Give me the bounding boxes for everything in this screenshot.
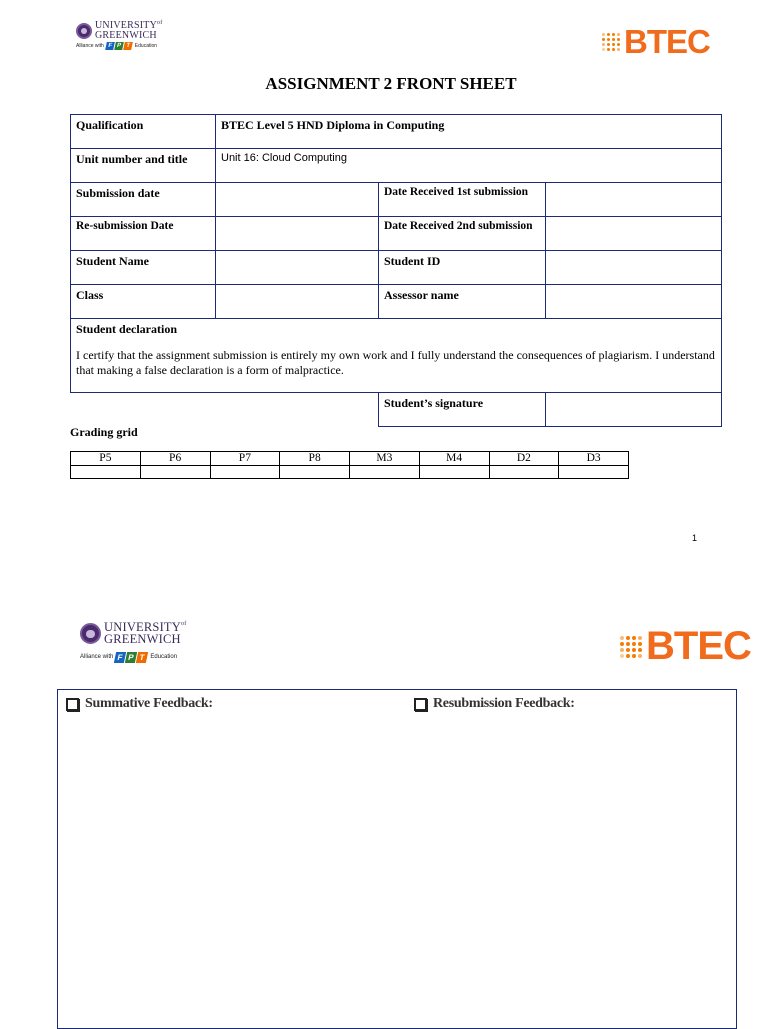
- grading-grid-label: Grading grid: [70, 425, 138, 439]
- resubmission-feedback-label: Resubmission Feedback:: [433, 696, 575, 711]
- grade-header: P6: [140, 452, 210, 466]
- university-logo-page2: [80, 622, 186, 663]
- university-name-of: of: [157, 20, 163, 26]
- grade-cell[interactable]: [559, 466, 629, 479]
- grading-header-row: [71, 452, 629, 466]
- btec-logo-text: BTEC: [624, 23, 710, 60]
- btec-dots-icon: [602, 33, 620, 51]
- resubmission-date-field[interactable]: [216, 217, 379, 251]
- btec-dots-icon: [620, 636, 642, 658]
- fpt-letter-t: T: [136, 652, 148, 663]
- assessor-label: Assessor name: [379, 285, 546, 319]
- submission-date-field[interactable]: [216, 183, 379, 217]
- grade-cell[interactable]: [419, 466, 489, 479]
- grade-header: M4: [419, 452, 489, 466]
- university-crest-icon: [76, 23, 92, 39]
- unit-label: Unit number and title: [71, 149, 216, 183]
- fpt-letter-p: P: [125, 652, 137, 663]
- student-id-field[interactable]: [546, 251, 722, 285]
- feedback-box: [57, 689, 737, 1029]
- fpt-logo: [106, 42, 133, 50]
- university-name-of: of: [181, 621, 187, 627]
- checkbox-icon[interactable]: [66, 698, 79, 711]
- university-name-line2: GREENWICH: [104, 631, 181, 646]
- assessor-field[interactable]: [546, 285, 722, 319]
- alliance-suffix: Education: [150, 654, 178, 661]
- date-received-2-label: Date Received 2nd submission: [379, 217, 546, 251]
- alliance-suffix: Education: [134, 43, 158, 49]
- grade-header: D3: [559, 452, 629, 466]
- grade-header: P7: [210, 452, 280, 466]
- page-number: 1: [692, 533, 698, 543]
- date-received-1-field[interactable]: [546, 183, 722, 217]
- qualification-label: Qualification: [71, 115, 216, 149]
- alliance-prefix: Alliance with: [80, 654, 114, 661]
- fpt-letter-p: P: [114, 42, 124, 50]
- qualification-value: BTEC Level 5 HND Diploma in Computing: [216, 115, 722, 149]
- university-name-line2: GREENWICH: [95, 29, 157, 41]
- grade-cell[interactable]: [280, 466, 350, 479]
- grade-cell[interactable]: [210, 466, 280, 479]
- university-name-line1: UNIVERSITY: [104, 620, 181, 634]
- btec-logo-text: BTEC: [646, 624, 751, 668]
- university-crest-icon: [80, 623, 101, 644]
- unit-value: Unit 16: Cloud Computing: [216, 149, 722, 183]
- summative-feedback-label: Summative Feedback:: [85, 696, 213, 711]
- fpt-logo: [115, 652, 148, 663]
- grade-cell[interactable]: [489, 466, 559, 479]
- grade-header: D2: [489, 452, 559, 466]
- front-sheet-table: [70, 114, 722, 427]
- grade-header: M3: [350, 452, 420, 466]
- checkbox-icon[interactable]: [414, 698, 427, 711]
- grading-grid: [70, 451, 629, 479]
- university-logo: [76, 21, 162, 50]
- date-received-2-field[interactable]: [546, 217, 722, 251]
- grading-value-row: [71, 466, 629, 479]
- fpt-letter-f: F: [114, 652, 126, 663]
- signature-spacer: [71, 393, 379, 427]
- summative-feedback-item[interactable]: [66, 696, 213, 712]
- student-declaration: [71, 319, 722, 393]
- grade-cell[interactable]: [350, 466, 420, 479]
- alliance-prefix: Alliance with: [76, 43, 104, 49]
- declaration-text: I certify that the assignment submission is entirely my own work and I fully understand the consequences of plagiarism. I understand that making a false declaration is a form of malpractice.: [76, 348, 715, 377]
- grade-cell[interactable]: [140, 466, 210, 479]
- btec-logo-page2: [620, 624, 751, 669]
- page-title: ASSIGNMENT 2 FRONT SHEET: [265, 74, 517, 93]
- student-id-label: Student ID: [379, 251, 546, 285]
- class-label: Class: [71, 285, 216, 319]
- date-received-1-label: Date Received 1st submission: [379, 183, 546, 217]
- resubmission-date-label: Re-submission Date: [71, 217, 216, 251]
- declaration-heading: Student declaration: [76, 322, 178, 336]
- grade-header: P5: [71, 452, 141, 466]
- fpt-letter-t: T: [123, 42, 133, 50]
- university-name-line1: UNIVERSITY: [95, 20, 157, 31]
- student-name-field[interactable]: [216, 251, 379, 285]
- student-name-label: Student Name: [71, 251, 216, 285]
- submission-date-label: Submission date: [71, 183, 216, 217]
- signature-field[interactable]: [546, 393, 722, 427]
- resubmission-feedback-item[interactable]: [414, 696, 575, 712]
- grade-header: P8: [280, 452, 350, 466]
- btec-logo: [602, 23, 710, 61]
- signature-label: Student’s signature: [379, 393, 546, 427]
- class-field[interactable]: [216, 285, 379, 319]
- grade-cell[interactable]: [71, 466, 141, 479]
- fpt-letter-f: F: [105, 42, 115, 50]
